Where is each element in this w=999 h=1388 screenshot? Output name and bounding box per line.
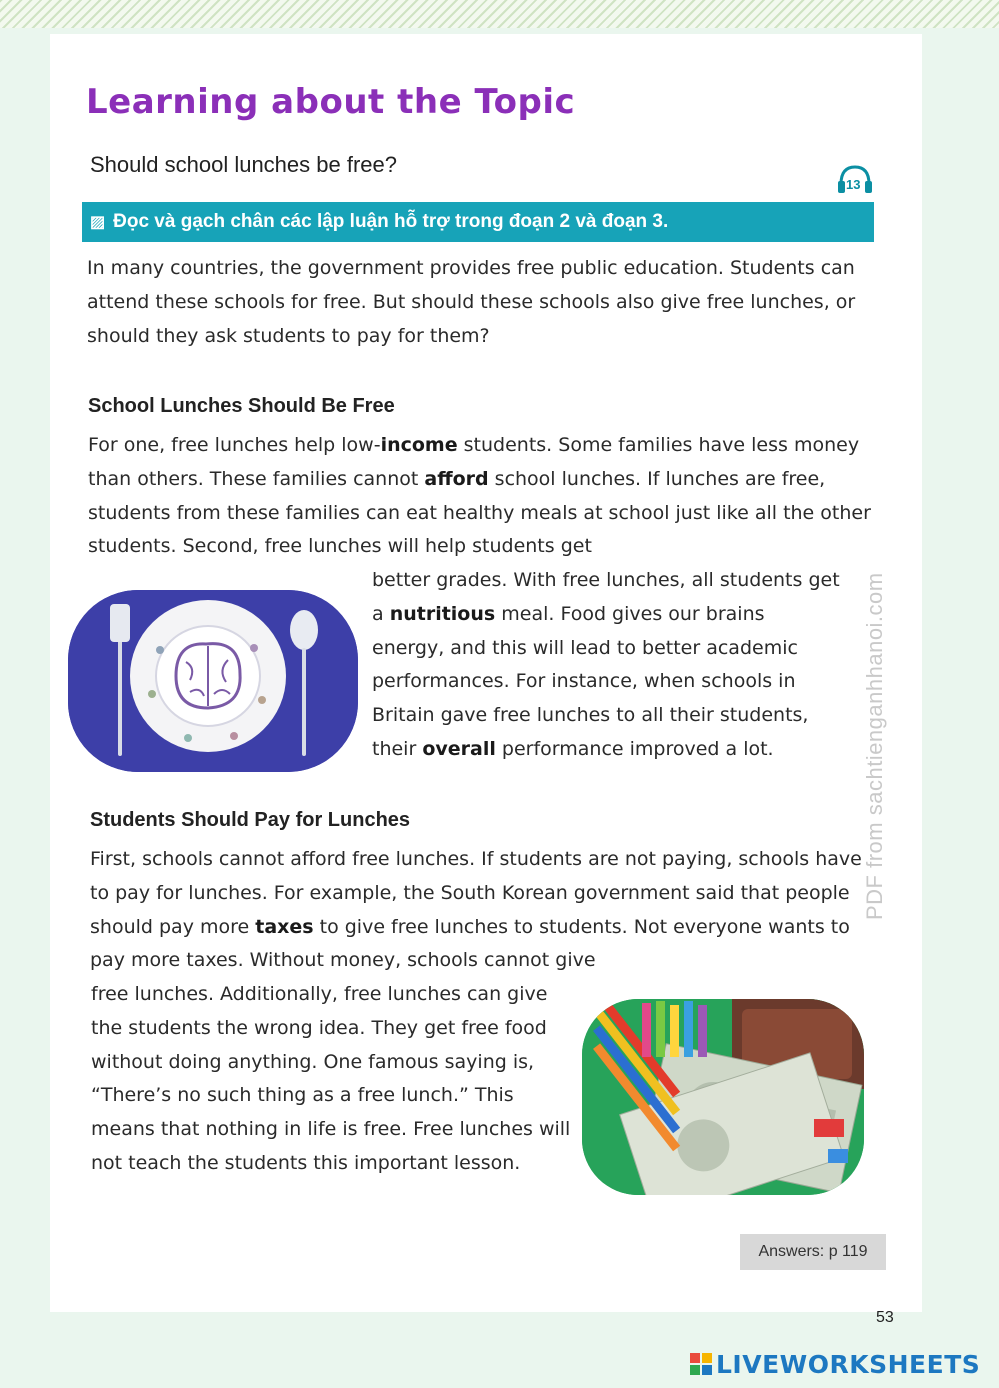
text-run: better grades. With free lunches, all students get a (372, 569, 840, 625)
keyword-taxes: taxes (255, 915, 314, 938)
pencils-money-illustration (582, 999, 864, 1195)
keyword-nutritious: nutritious (389, 602, 496, 625)
instruction-bar (82, 202, 874, 242)
section-free-wrap-paragraph (372, 564, 842, 767)
liveworksheets-logo-icon (690, 1353, 712, 1375)
answers-reference: Answers: p 119 (740, 1234, 886, 1270)
brain-plate-illustration (68, 590, 358, 772)
pencils-money-image (582, 999, 864, 1195)
brain-plate-image (68, 590, 358, 772)
audio-track-button[interactable] (836, 162, 874, 196)
text-run: to give free lunches to students. Not everyone wants to pay more taxes. Without money, schools cannot give (90, 915, 850, 972)
instruction-text: Đọc và gạch chân các lập luận hỗ trợ trong đoạn 2 và đoạn 3. (113, 211, 669, 232)
text-run: students. Some families have less money than others. These families cannot (88, 434, 860, 490)
keyword-afford: afford (424, 467, 489, 490)
section-pay-paragraph (90, 843, 880, 978)
worksheet-page (50, 34, 922, 1326)
watermark-text: PDF from sachtienganhhanoi.com (862, 572, 887, 920)
page-number: 53 (876, 1309, 894, 1326)
pencil-marks-icon: ▨ (90, 214, 106, 231)
text-run: school lunches. If lunches are free, students from these families can eat healthy meals at school just like all the other students. Second, free lunches will help students get (88, 467, 871, 558)
intro-paragraph: In many countries, the government provides free public education. Students can attend these schools for free. But should these schools also give free lunches, or should they ask students to pay for them? (87, 257, 856, 347)
keyword-income: income (380, 434, 458, 456)
keyword-overall: overall (422, 737, 496, 760)
text-run: For one, free lunches help low- (88, 434, 381, 456)
liveworksheets-brand[interactable] (690, 1350, 980, 1378)
topic-question: Should school lunches be free? (90, 152, 397, 177)
section-free-paragraph (88, 429, 878, 564)
top-hatch-border (0, 0, 999, 28)
page-title: Learning about the Topic (86, 82, 576, 122)
section-pay-wrap-paragraph: free lunches. Additionally, free lunches can give the students the wrong idea. They get free food without doing anything. One famous saying is, “There’s no such thing as a free lunch.” This means that nothing in life is free. Free lunches will not teach the students this important lesson. (91, 983, 571, 1174)
text-run: First, schools cannot afford free lunches. If students are not paying, schools have to pay for lunches. For example, the South Korean government said that people should pay more (90, 848, 862, 938)
text-run: performance improved a lot. (495, 737, 774, 760)
audio-track-number: 13 (846, 177, 861, 192)
section-heading-pay: Students Should Pay for Lunches (90, 809, 411, 831)
text-run: meal. Food gives our brains energy, and this will lead to better academic performances. For instance, when schools in Britain gave free lunches to all their students, their (372, 602, 809, 760)
section-heading-free: School Lunches Should Be Free (88, 395, 395, 417)
liveworksheets-wordmark: LIVEWORKSHEETS (716, 1349, 981, 1379)
